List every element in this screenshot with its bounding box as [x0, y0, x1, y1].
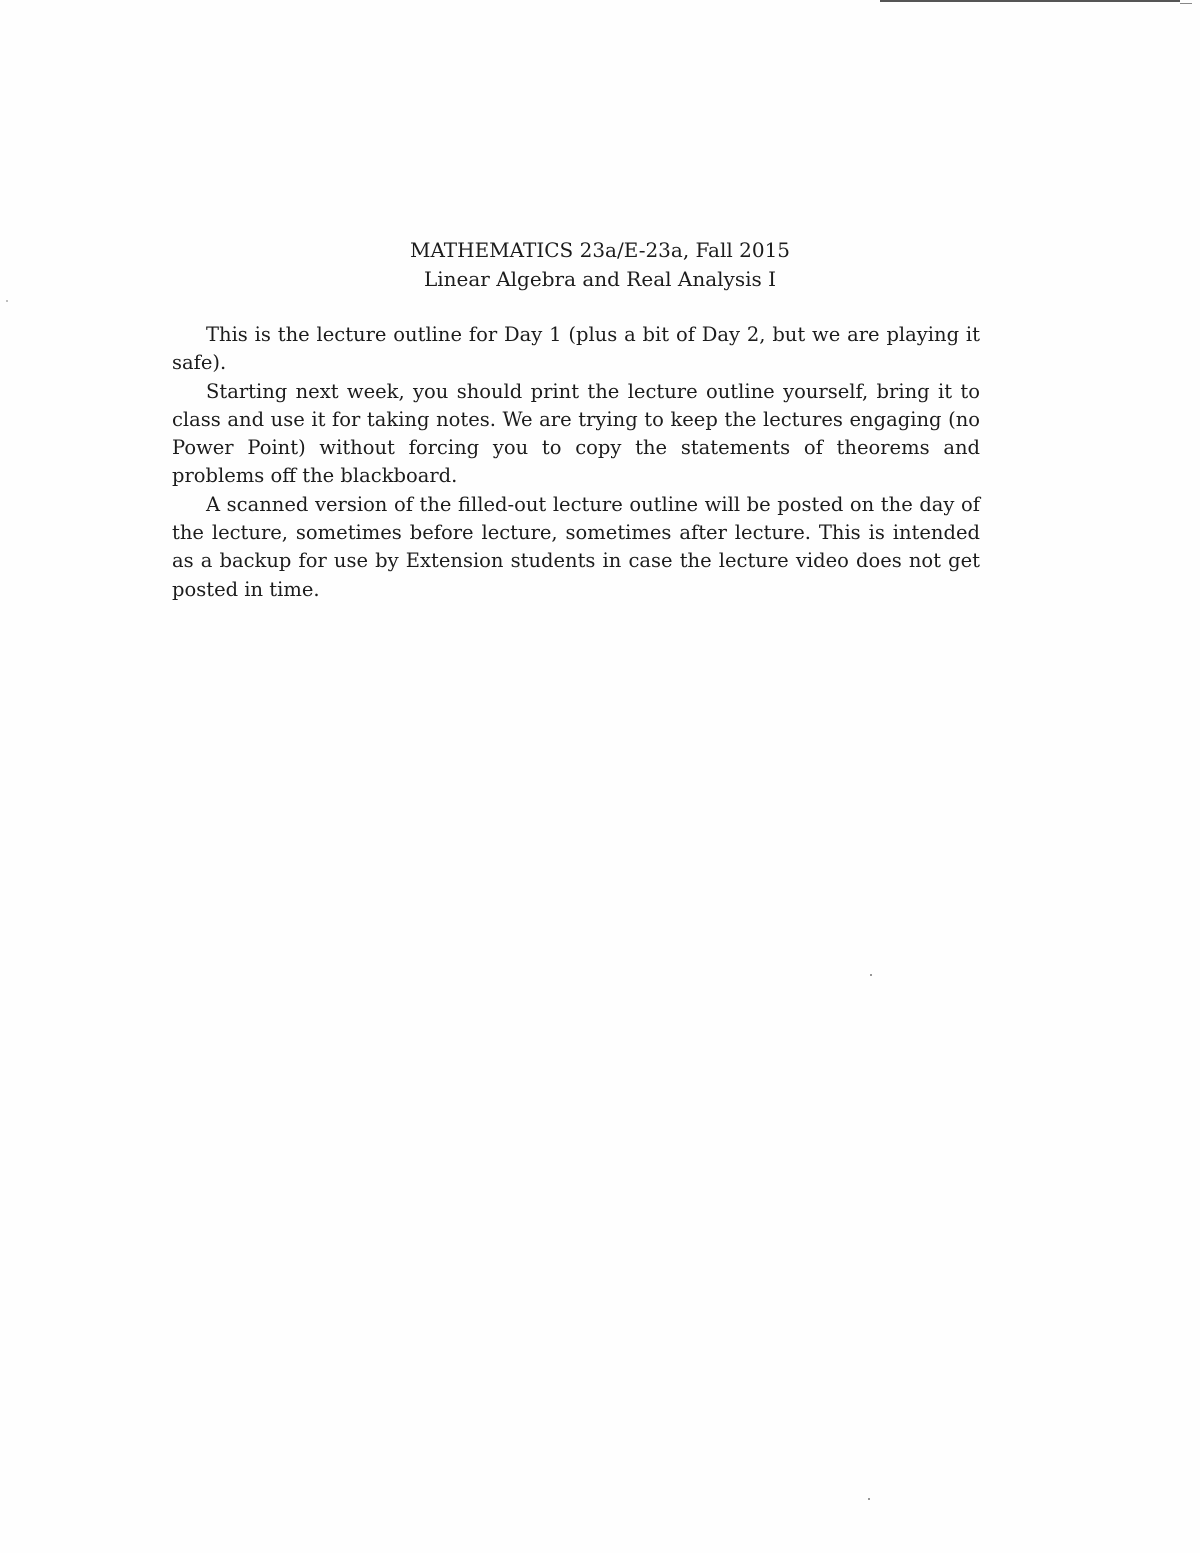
document-body: [172, 321, 980, 604]
scan-edge-artifact: [880, 0, 1180, 2]
scan-speck: [868, 1498, 870, 1500]
course-title: MATHEMATICS 23a/E-23a, Fall 2015: [409, 238, 791, 262]
paragraph-instructions: Starting next week, you should print the lecture outline yourself, bring it to class and use it for taking notes. We are trying to keep the lectures engaging (no Power Point) without forcing you to copy the statements of theorems and problems off the blackboard.: [172, 379, 980, 488]
scan-edge-artifact: [1180, 3, 1192, 4]
scan-speck: [870, 974, 872, 976]
scan-speck: [6, 300, 8, 302]
course-subtitle: Linear Algebra and Real Analysis I: [423, 267, 777, 291]
paragraph-scanned-version: A scanned version of the filled-out lecture outline will be posted on the day of the lecture, sometimes before lecture, sometimes after lecture. This is intended as a backup for use by Extension students in case the lecture video does not get posted in time.: [172, 492, 980, 601]
paragraph-intro: This is the lecture outline for Day 1 (plus a bit of Day 2, but we are playing it safe).: [172, 323, 980, 375]
document-header: [0, 236, 1200, 294]
